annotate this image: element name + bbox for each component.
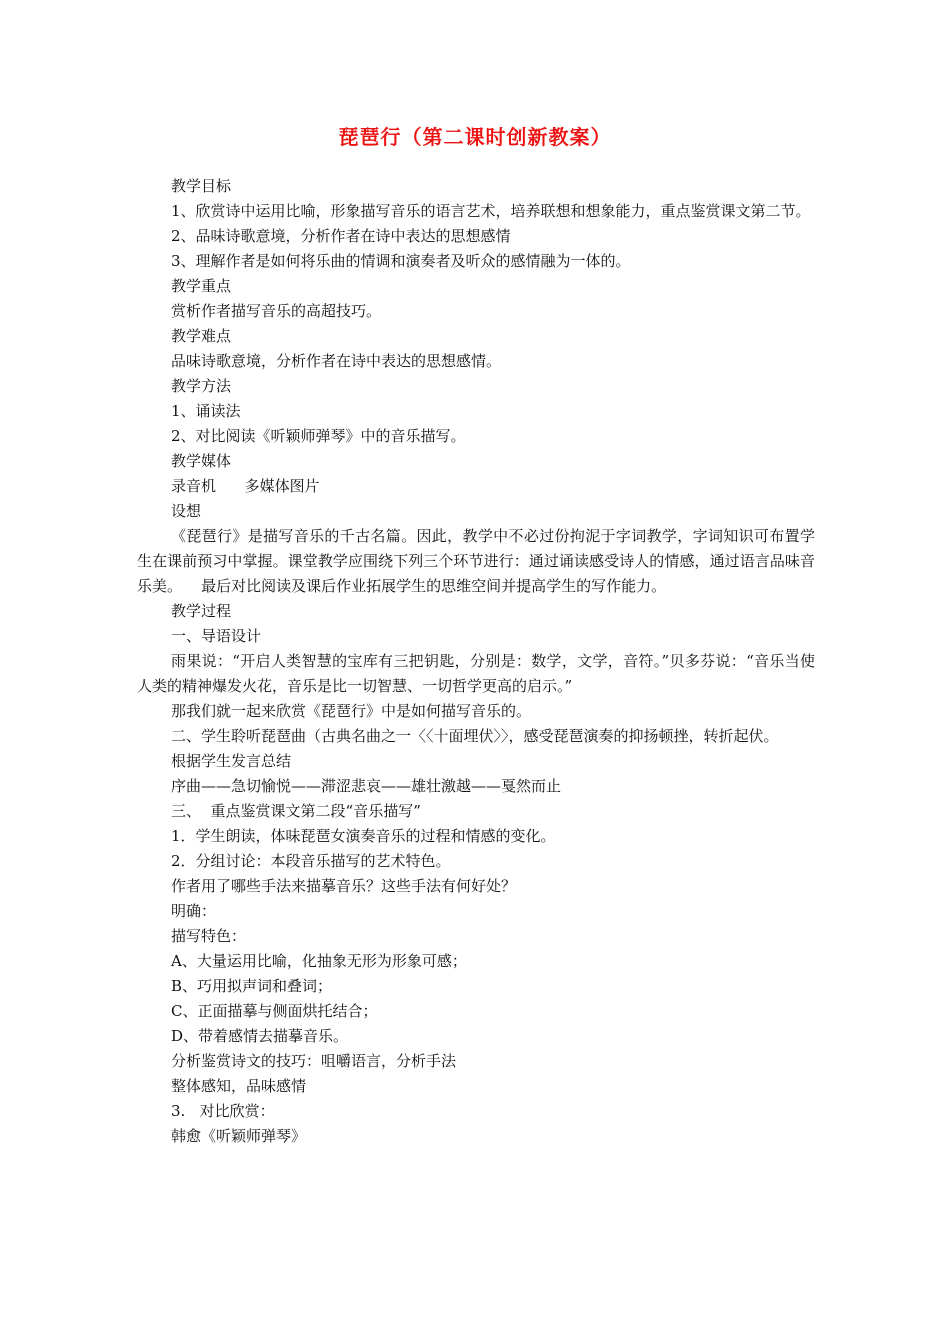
paragraph: 1、诵读法 bbox=[171, 402, 241, 420]
document-body bbox=[137, 174, 815, 1149]
paragraph: 描写特色： bbox=[171, 927, 247, 945]
paragraph: 3. 对比欣赏： bbox=[171, 1102, 275, 1120]
paragraph: 赏析作者描写音乐的高超技巧。 bbox=[171, 302, 382, 320]
document-title: 琵琶行（第二课时创新教案） bbox=[338, 125, 612, 149]
paragraph: 那我们就一起来欣赏《琵琶行》中是如何描写音乐的。 bbox=[171, 702, 532, 720]
paragraph: 2、品味诗歌意境，分析作者在诗中表达的思想感情 bbox=[171, 227, 511, 245]
paragraph: 2、对比阅读《听颖师弹琴》中的音乐描写。 bbox=[171, 427, 466, 445]
paragraph: 教学难点 bbox=[171, 327, 232, 345]
paragraph: 根据学生发言总结 bbox=[171, 752, 292, 770]
paragraph: 分析鉴赏诗文的技巧：咀嚼语言，分析手法 bbox=[171, 1052, 457, 1070]
paragraph: 韩愈《听颖师弹琴》 bbox=[171, 1127, 307, 1145]
paragraph: 1．学生朗读，体味琵琶女演奏音乐的过程和情感的变化。 bbox=[171, 827, 556, 845]
paragraph: B、巧用拟声词和叠词； bbox=[171, 977, 333, 995]
paragraph: 《琵琶行》是描写音乐的千古名篇。因此，教学中不必过份拘泥于字词教学，字词知识可布置学生在课前预习中掌握。课堂教学应围绕下列三个环节进行：通过诵读感受诗人的情感，通过语言品味音乐美。 最后对比阅读及课后作业拓展学生的思维空间并提高学生的写作能力。 bbox=[137, 527, 815, 595]
paragraph: 教学过程 bbox=[171, 602, 232, 620]
paragraph: 三、 重点鉴赏课文第二段“音乐描写” bbox=[171, 802, 421, 820]
paragraph: 教学目标 bbox=[171, 177, 232, 195]
paragraph: 雨果说：“开启人类智慧的宝库有三把钥匙，分别是：数学，文学，音符。”贝多芬说：“音乐当使人类的精神爆发火花，音乐是比一切智慧、一切哲学更高的启示。” bbox=[137, 652, 815, 695]
paragraph: 教学重点 bbox=[171, 277, 232, 295]
paragraph: 品味诗歌意境，分析作者在诗中表达的思想感情。 bbox=[171, 352, 502, 370]
paragraph: 1、欣赏诗中运用比喻，形象描写音乐的语言艺术，培养联想和想象能力，重点鉴赏课文第二节。 bbox=[171, 202, 811, 220]
paragraph: 设想 bbox=[171, 502, 202, 520]
paragraph: C、正面描摹与侧面烘托结合； bbox=[171, 1002, 378, 1020]
paragraph: 作者用了哪些手法来描摹音乐？这些手法有何好处？ bbox=[171, 877, 517, 895]
paragraph: 整体感知，品味感情 bbox=[171, 1077, 307, 1095]
paragraph: 3、理解作者是如何将乐曲的情调和演奏者及听众的感情融为一体的。 bbox=[171, 252, 631, 270]
paragraph: A、大量运用比喻，化抽象无形为形象可感； bbox=[171, 952, 467, 970]
paragraph: 序曲——急切愉悦——滞涩悲哀——雄壮激越——戛然而止 bbox=[171, 777, 562, 795]
paragraph: 一、导语设计 bbox=[171, 627, 262, 645]
paragraph: 二、学生聆听琵琶曲（古典名曲之一〈〈十面埋伏〉〉，感受琵琶演奏的抑扬顿挫，转折起伏。 bbox=[171, 727, 779, 745]
paragraph: 明确： bbox=[171, 902, 217, 920]
paragraph: 录音机 多媒体图片 bbox=[171, 477, 320, 495]
paragraph: 2．分组讨论：本段音乐描写的艺术特色。 bbox=[171, 852, 451, 870]
paragraph: 教学方法 bbox=[171, 377, 232, 395]
paragraph: 教学媒体 bbox=[171, 452, 232, 470]
paragraph: D、带着感情去描摹音乐。 bbox=[171, 1027, 349, 1045]
